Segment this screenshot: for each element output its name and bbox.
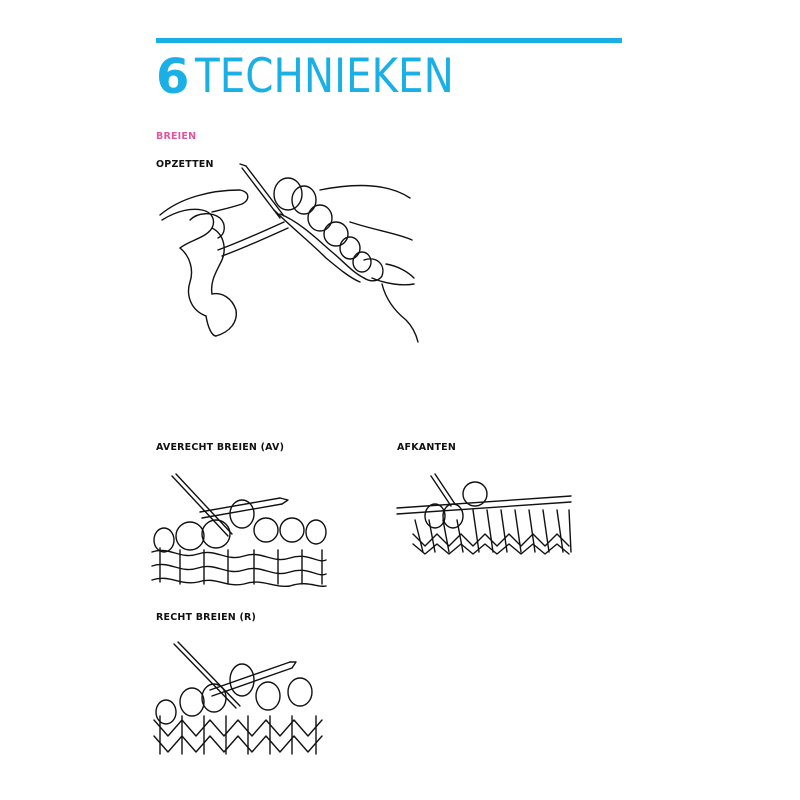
binding-off-illustration — [395, 474, 575, 556]
chapter-title-text: TECHNIEKEN — [195, 49, 455, 104]
casting-on-illustration — [150, 160, 420, 350]
section-label: BREIEN — [156, 131, 197, 142]
purl-stitch-illustration — [150, 470, 330, 588]
chapter-title — [156, 46, 496, 105]
header-rule — [156, 38, 622, 43]
chapter-number: 6 — [156, 49, 190, 105]
caption-opzetten: OPZETTEN — [156, 159, 214, 170]
caption-recht-breien: RECHT BREIEN (R) — [156, 612, 257, 623]
knit-stitch-illustration — [150, 640, 328, 756]
caption-averecht-breien: AVERECHT BREIEN (AV) — [156, 442, 285, 453]
caption-afkanten: AFKANTEN — [397, 442, 457, 453]
